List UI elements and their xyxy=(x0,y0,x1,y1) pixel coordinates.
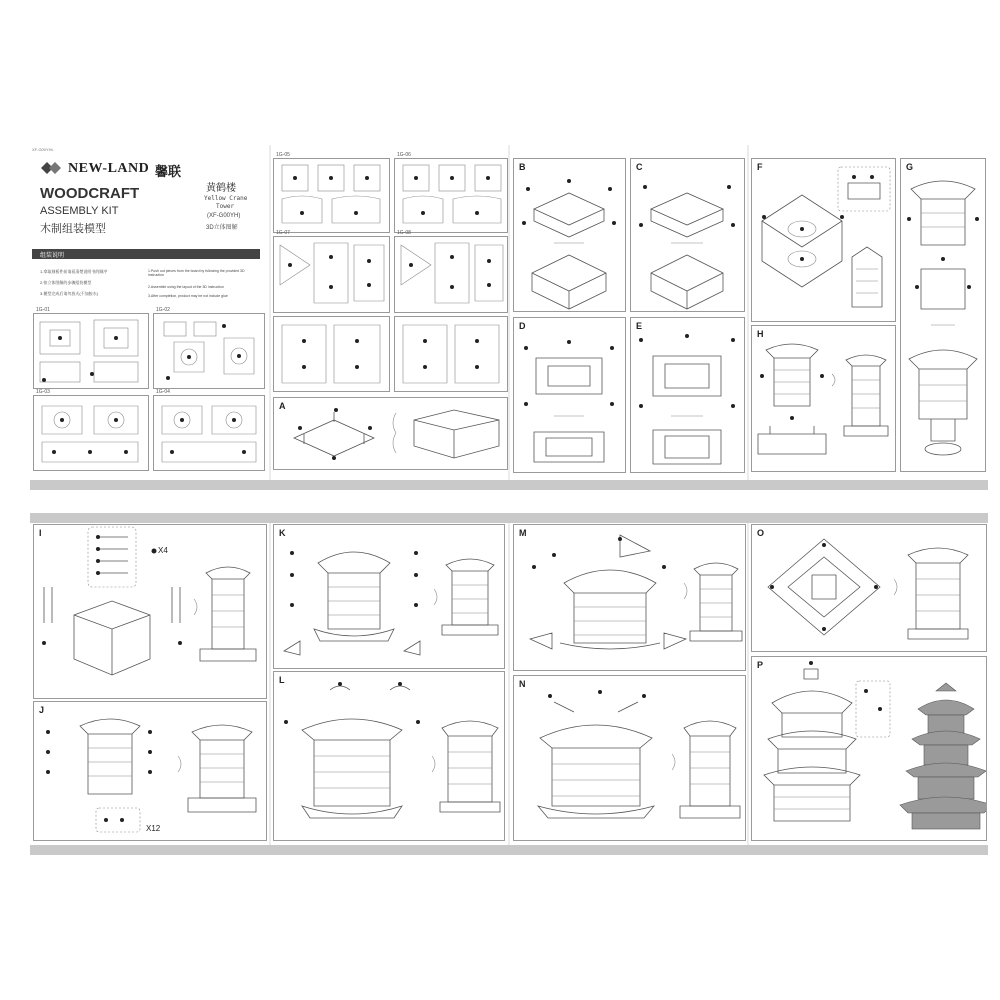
instruction-en-1: 1.Push out pieces from the board by following the provided 3D instruction xyxy=(148,269,245,277)
step-panel-h xyxy=(751,325,896,472)
step-label: B xyxy=(519,162,526,172)
step-panel-m xyxy=(513,524,746,671)
step-label: G xyxy=(906,162,914,172)
board-parts-drawing xyxy=(395,317,507,391)
step-panel-l xyxy=(273,671,505,841)
instructions-bar xyxy=(32,249,260,259)
step-panel-b xyxy=(513,158,626,312)
board-code: 1G-08 xyxy=(397,230,411,236)
board-code: 1G-06 xyxy=(397,152,411,158)
board-code: 1G-04 xyxy=(156,389,170,395)
step-label: J xyxy=(39,705,45,715)
parts-board xyxy=(273,230,390,313)
brand-name: NEW-LAND xyxy=(68,161,150,176)
step-label: I xyxy=(39,528,42,538)
step-label: O xyxy=(757,528,765,538)
step-l-drawing xyxy=(274,672,504,840)
step-panel-g xyxy=(900,158,986,472)
product-model: (XF-G00YH) xyxy=(207,213,241,219)
product-chinese-name: 黄鹤楼 xyxy=(206,183,236,194)
sheet-code: XF-G00YHL xyxy=(32,147,54,152)
board-parts-drawing xyxy=(34,396,148,470)
step-label: N xyxy=(519,679,526,689)
step-g-drawing xyxy=(901,159,985,471)
product-english-name-2: Tower xyxy=(216,203,235,210)
instruction-en-2: 2.Assemble using the layout of the 3D instruction xyxy=(148,285,224,289)
step-label: H xyxy=(757,329,764,339)
multiplier-label: X4 xyxy=(158,546,168,555)
step-d-drawing xyxy=(514,318,625,472)
parts-board xyxy=(394,230,508,313)
instruction-sheet-2 xyxy=(30,513,988,855)
step-panel-a xyxy=(273,397,508,470)
instruction-cn-1: 1.拿取刻板件前请看清楚说明书的顺序 xyxy=(40,269,108,274)
parts-board xyxy=(394,152,508,233)
kit-title-chinese: 木制组装模型 xyxy=(40,223,106,235)
sheet-bottom-strip xyxy=(30,845,988,855)
multiplier-label: X12 xyxy=(146,824,161,833)
board-code: 1G-05 xyxy=(276,152,290,158)
fold-line xyxy=(269,513,271,855)
kit-title-line1: WOODCRAFT xyxy=(40,185,140,202)
step-panel-c xyxy=(630,158,745,312)
fold-line xyxy=(508,145,510,490)
step-a-drawing xyxy=(274,398,507,469)
step-k-drawing xyxy=(274,525,504,668)
step-p-drawing xyxy=(752,657,986,840)
instruction-en-3: 3.After completion, product may be not include glue xyxy=(148,294,228,298)
board-code: 1G-07 xyxy=(276,230,290,236)
step-e-drawing xyxy=(631,318,744,472)
instruction-sheet-1 xyxy=(30,145,988,490)
step-panel-i xyxy=(33,524,267,699)
board-parts-drawing xyxy=(395,237,507,312)
step-label: F xyxy=(757,162,763,172)
parts-board xyxy=(273,152,390,233)
step-label: M xyxy=(519,528,527,538)
step-label: D xyxy=(519,321,526,331)
board-code: 1G-01 xyxy=(36,307,50,313)
instruction-cn-3: 3.模型完成后请勿放火(不加胶水) xyxy=(40,291,98,296)
step-panel-o xyxy=(751,524,987,652)
step-i-drawing xyxy=(34,525,266,698)
parts-board xyxy=(273,316,390,392)
instruction-cn-2: 2.按立体图解的步骤组装模型 xyxy=(40,280,92,285)
instructions-heading: 组装说明 xyxy=(40,253,65,259)
fold-line xyxy=(269,145,271,490)
board-parts-drawing xyxy=(154,314,264,388)
board-parts-drawing xyxy=(395,159,507,232)
brand-chinese-name: 馨联 xyxy=(155,164,182,179)
step-label: K xyxy=(279,528,286,538)
step-panel-e xyxy=(630,317,745,473)
step-m-drawing xyxy=(514,525,745,670)
kit-title-line2: ASSEMBLY KIT xyxy=(40,205,119,217)
parts-board xyxy=(33,389,149,471)
board-parts-drawing xyxy=(274,237,389,312)
step-panel-p xyxy=(751,656,987,841)
step-c-drawing xyxy=(631,159,744,311)
step-b-drawing xyxy=(514,159,625,311)
fold-line xyxy=(747,513,749,855)
step-f-drawing xyxy=(752,159,895,321)
board-parts-drawing xyxy=(34,314,148,388)
board-parts-drawing xyxy=(154,396,264,470)
step-h-drawing xyxy=(752,326,895,471)
step-panel-f xyxy=(751,158,896,322)
step-label: A xyxy=(279,401,286,411)
sheet-bottom-strip xyxy=(30,480,988,490)
fold-line xyxy=(508,513,510,855)
fold-line xyxy=(747,145,749,490)
parts-board xyxy=(153,389,265,471)
step-panel-d xyxy=(513,317,626,473)
board-code: 1G-02 xyxy=(156,307,170,313)
product-english-name: Yellow Crane xyxy=(204,195,248,202)
parts-board xyxy=(33,307,149,389)
board-parts-drawing xyxy=(274,317,389,391)
board-code: 1G-03 xyxy=(36,389,50,395)
step-n-drawing xyxy=(514,676,745,840)
parts-board xyxy=(153,307,265,389)
sheet-top-strip xyxy=(30,513,988,523)
step-label: L xyxy=(279,675,285,685)
step-label: C xyxy=(636,162,643,172)
parts-board xyxy=(394,316,508,392)
board-parts-drawing xyxy=(274,159,389,232)
step-label: E xyxy=(636,321,643,331)
product-diagram-label: 3D立体图解 xyxy=(206,225,238,231)
step-panel-n xyxy=(513,675,746,841)
brand-logo-icon xyxy=(40,161,66,175)
step-j-drawing xyxy=(34,702,266,840)
step-o-drawing xyxy=(752,525,986,651)
step-panel-j xyxy=(33,701,267,841)
step-label: P xyxy=(757,660,764,670)
step-panel-k xyxy=(273,524,505,669)
